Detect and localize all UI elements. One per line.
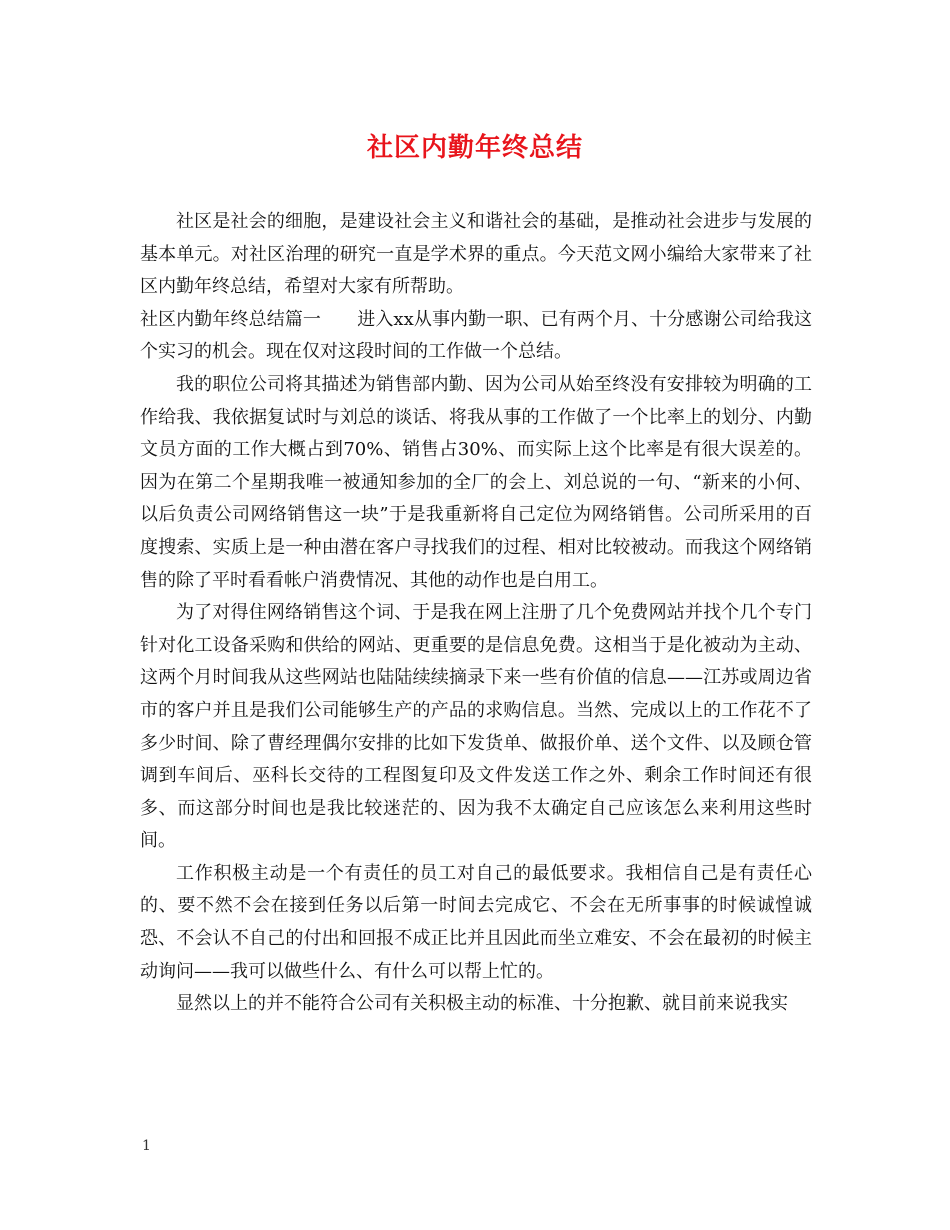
paragraph-section-one: 社区内勤年终总结篇一 进入xx从事内勤一职、已有两个月、十分感谢公司给我这个实习的机会。现在仅对这段时间的工作做一个总结。 [140,308,812,363]
paragraph-intro: 社区是社会的细胞，是建设社会主义和谐社会的基础，是推动社会进步与发展的基本单元。对社区治理的研究一直是学术界的重点。今天范文网小编给大家带来了社区内勤年终总结，希望对大家有所帮助。 [140,211,812,298]
paragraph-apology: 显然以上的并不能符合公司有关积极主动的标准、十分抱歉、就目前来说我实 [176,993,788,1015]
document-body [140,206,812,1021]
paragraph-network-sales: 为了对得住网络销售这个词、于是我在网上注册了几个免费网站并找个几个专门针对化工设备采购和供给的网站、更重要的是信息免费。这相当于是化被动为主动、这两个月时间我从这些网站也陆陆续续摘录下来一些有价值的信息——江苏或周边省市的客户并且是我们公司能够生产的产品的求购信息。当然、完成以上的工作花不了多少时间、除了曹经理偶尔安排的比如下发货单、做报价单、送个文件、以及顾仓管调到车间后、巫科长交待的工程图复印及文件发送工作之外、剩余工作时间还有很多、而这部分时间也是我比较迷茫的、因为我不太确定自己应该怎么来利用这些时间。 [140,602,812,852]
page-number: 1 [142,1138,151,1154]
document-title: 社区内勤年终总结 [366,133,583,163]
paragraph-initiative: 工作积极主动是一个有责任的员工对自己的最低要求。我相信自己是有责任心的、要不然不会在接到任务以后第一时间去完成它、不会在无所事事的时候诚惶诚恐、不会认不自己的付出和回报不成正比并且因此而坐立难安、不会在最初的时候主动询问——我可以做些什么、有什么可以帮上忙的。 [140,862,812,982]
paragraph-position: 我的职位公司将其描述为销售部内勤、因为公司从始至终没有安排较为明确的工作给我、我依据复试时与刘总的谈话、将我从事的工作做了一个比率上的划分、内勤文员方面的工作大概占到70%、销售占30%、而实际上这个比率是有很大误差的。因为在第二个星期我唯一被通知参加的全厂的会上、刘总说的一句、“新来的小何、以后负责公司网络销售这一块”于是我重新将自己定位为网络销售。公司所采用的百度搜索、实质上是一种由潜在客户寻找我们的过程、相对比较被动。而我这个网络销售的除了平时看看帐户消费情况、其他的动作也是白用工。 [140,373,812,591]
